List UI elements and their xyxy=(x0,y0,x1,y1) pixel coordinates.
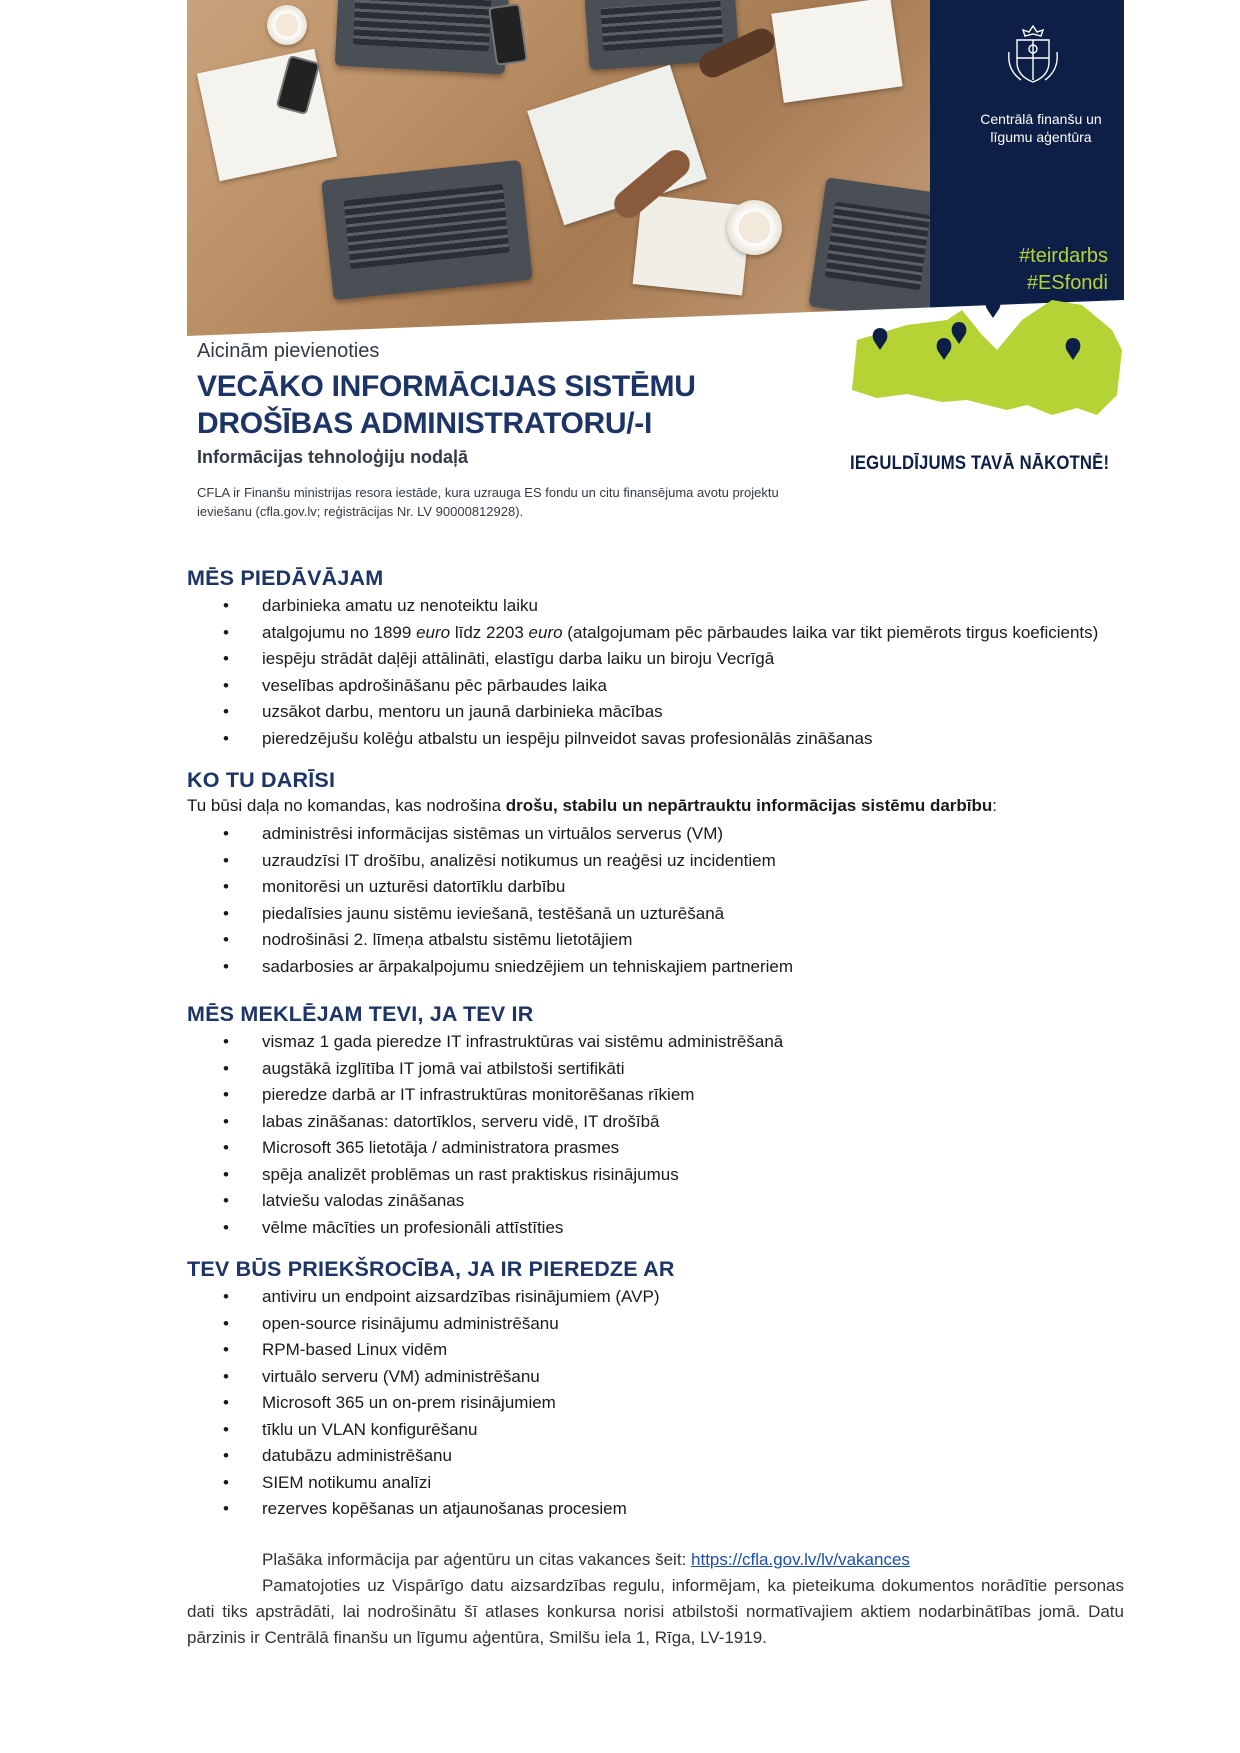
more-info xyxy=(187,1547,1124,1573)
footer xyxy=(187,1547,1124,1651)
offer-section xyxy=(187,566,1124,752)
list-item: • atalgojumu no 1899 euro līdz 2203 euro (atalgojumam pēc pārbaudes laika var tikt piemērots tirgus koeficients) xyxy=(187,620,1124,647)
list-item: • tīklu un VLAN konfigurēšanu xyxy=(187,1417,1124,1444)
list-item: • monitorēsi un uzturēsi datortīklu darbību xyxy=(187,874,1124,901)
list-item: • piedalīsies jaunu sistēmu ieviešanā, testēšanā un uzturēšanā xyxy=(187,901,1124,928)
agency-name: Centrālā finanšu un līgumu aģentūra xyxy=(980,111,1102,145)
job-title-line1: VECĀKO INFORMĀCIJAS SISTĒMU xyxy=(197,370,696,403)
hashtag-teirdarbs: #teirdarbs xyxy=(1019,245,1108,267)
duties-title: KO TU DARĪSI xyxy=(187,768,336,792)
offer-title: MĒS PIEDĀVĀJAM xyxy=(187,566,384,590)
list-item: • vēlme mācīties un profesionāli attīstīties xyxy=(187,1215,1124,1242)
duties-section xyxy=(187,768,1124,980)
list-item: • administrēsi informācijas sistēmas un virtuālos serverus (VM) xyxy=(187,821,1124,848)
slogan: IEGULDĪJUMS TAVĀ NĀKOTNĒ! xyxy=(850,453,1110,474)
advantages-list xyxy=(187,1284,1124,1523)
list-item: • labas zināšanas: datortīklos, serveru vidē, IT drošībā xyxy=(187,1109,1124,1136)
list-item: • pieredze darbā ar IT infrastruktūras monitorēšanas rīkiem xyxy=(187,1082,1124,1109)
list-item: • Microsoft 365 lietotāja / administratora prasmes xyxy=(187,1135,1124,1162)
list-item: • augstākā izglītība IT jomā vai atbilstoši sertifikāti xyxy=(187,1056,1124,1083)
duties-intro-text: Tu būsi daļa no komandas, kas nodrošina xyxy=(187,796,506,815)
list-item: • uzraudzīsi IT drošību, analizēsi notikumus un reaģēsi uz incidentiem xyxy=(187,848,1124,875)
list-item: • veselības apdrošināšanu pēc pārbaudes laika xyxy=(187,673,1124,700)
list-item: • darbinieka amatu uz nenoteiktu laiku xyxy=(187,593,1124,620)
list-item: • Microsoft 365 un on-prem risinājumiem xyxy=(187,1390,1124,1417)
list-item: • vismaz 1 gada pieredze IT infrastruktūras vai sistēmu administrēšanā xyxy=(187,1029,1124,1056)
latvia-map-icon xyxy=(847,290,1124,455)
list-item: • antiviru un endpoint aizsardzības risinājumiem (AVP) xyxy=(187,1284,1124,1311)
vacancy-content xyxy=(187,566,1124,1651)
list-item: • SIEM notikumu analīzi xyxy=(187,1470,1124,1497)
list-item: • rezerves kopēšanas un atjaunošanas procesiem xyxy=(187,1496,1124,1523)
vacancies-link[interactable]: https://cfla.gov.lv/lv/vakances xyxy=(691,1549,910,1569)
duties-intro-colon: : xyxy=(992,796,998,815)
job-title xyxy=(197,368,696,442)
office-desk-photo xyxy=(187,0,930,340)
requirements-title: MĒS MEKLĒJAM TEVI, JA TEV IR xyxy=(187,1002,534,1026)
duties-intro-bold: drošu, stabilu un nepārtrauktu informācijas sistēmu darbību xyxy=(505,796,993,815)
list-item: • sadarbosies ar ārpakalpojumu sniedzējiem un tehniskajiem partneriem xyxy=(187,954,1124,981)
advantages-title: TEV BŪS PRIEKŠROCĪBA, JA IR PIEREDZE AR xyxy=(187,1257,675,1281)
list-item: • latviešu valodas zināšanas xyxy=(187,1188,1124,1215)
hashtags xyxy=(1019,243,1108,297)
list-item: • spēja analizēt problēmas un rast praktiskus risinājumus xyxy=(187,1162,1124,1189)
list-item: • datubāzu administrēšanu xyxy=(187,1443,1124,1470)
list-item: • iespēju strādāt daļēji attālināti, elastīgu darba laiku un biroju Vecrīgā xyxy=(187,646,1124,673)
duties-intro xyxy=(187,793,1124,819)
list-item: • RPM-based Linux vidēm xyxy=(187,1337,1124,1364)
invite-text: Aicinām pievienoties xyxy=(197,340,380,362)
gdpr-text: Pamatojoties uz Vispārīgo datu aizsardzības regulu, informējam, ka pieteikuma dokumentos norādītie personas dati tiks apstrādāti, lai nodrošinātu šī atlases konkursa norisi atbilstoši normatīvajiem aktiem nodarbinātības jomā. Datu pārzinis ir Centrālā finanšu un līgumu aģentūra, Smilšu iela 1, Rīga, LV-1919. xyxy=(187,1575,1124,1647)
org-description: CFLA ir Finanšu ministrijas resora iestāde, kura uzrauga ES fondu un citu finansējuma avotu projektu ieviešanu (cfla.gov.lv; reģistrācijas Nr. LV 90000812928). xyxy=(197,485,779,519)
offer-list xyxy=(187,593,1124,752)
duties-list xyxy=(187,821,1124,980)
requirements-section xyxy=(187,1002,1124,1241)
list-item: • uzsākot darbu, mentoru un jaunā darbinieka mācības xyxy=(187,699,1124,726)
list-item: • virtuālo serveru (VM) administrēšanu xyxy=(187,1364,1124,1391)
list-item: • nodrošināsi 2. līmeņa atbalstu sistēmu lietotājiem xyxy=(187,927,1124,954)
header-banner xyxy=(187,0,1124,525)
requirements-list xyxy=(187,1029,1124,1241)
coat-of-arms-icon xyxy=(1003,22,1063,88)
advantages-section xyxy=(187,1257,1124,1523)
more-info-text: Plašāka informācija par aģentūru un citas vakances šeit: xyxy=(262,1549,692,1569)
department: Informācijas tehnoloģiju nodaļā xyxy=(197,447,469,467)
list-item: • pieredzējušu kolēģu atbalstu un iespēju pilnveidot savas profesionālās zināšanas xyxy=(187,726,1124,753)
hashtag-esfondi: #ESfondi xyxy=(1026,272,1108,294)
gdpr-notice xyxy=(187,1573,1124,1651)
list-item: • open-source risinājumu administrēšanu xyxy=(187,1311,1124,1338)
job-title-line2: DROŠĪBAS ADMINISTRATORU/-I xyxy=(197,407,652,440)
